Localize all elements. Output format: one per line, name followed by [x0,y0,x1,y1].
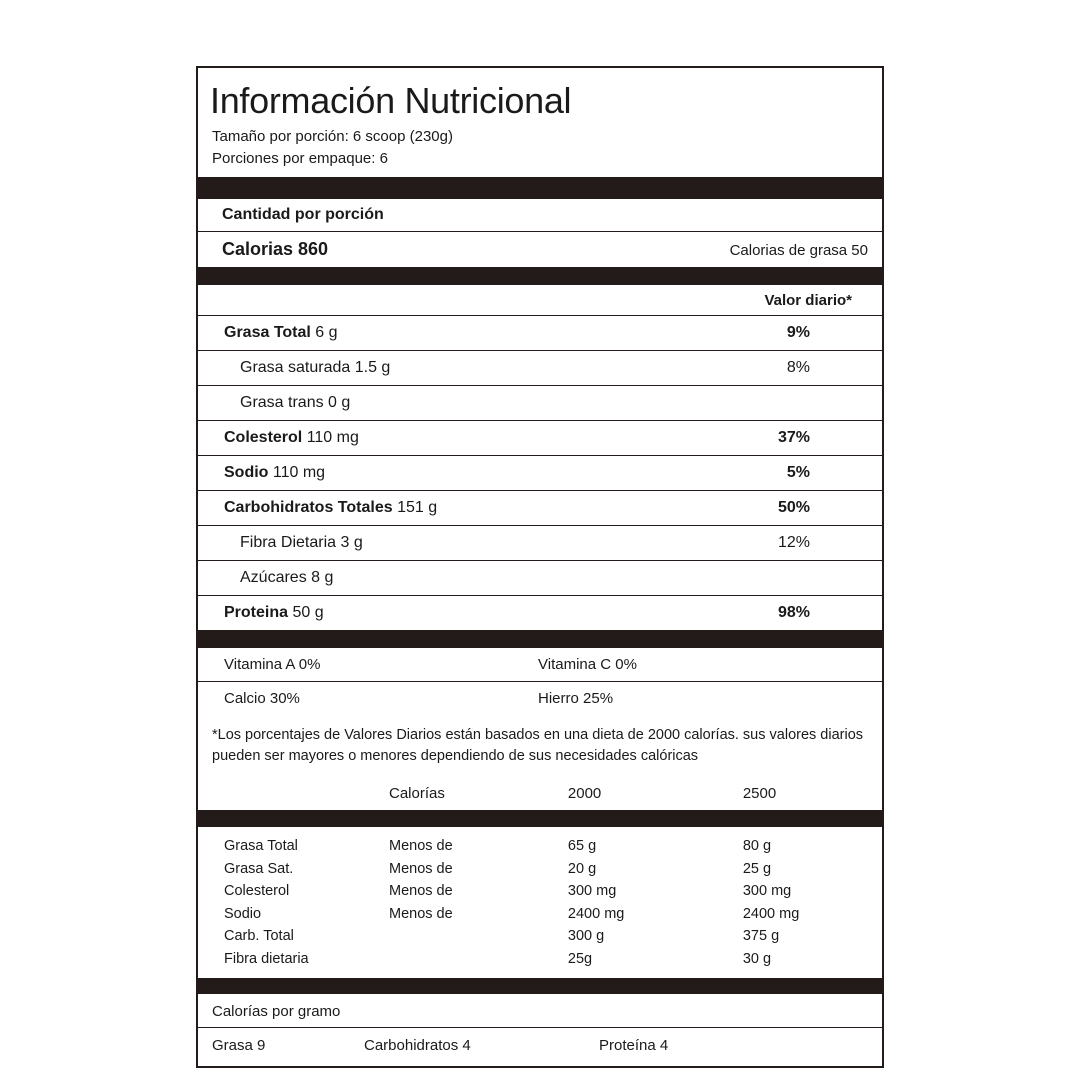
dv-row-2000: 300 mg [567,883,617,900]
dv-table-body [198,827,882,978]
calories-per-gram-row [198,1028,882,1066]
dv-row-qualifier: Menos de [389,883,453,900]
dv-table-row [198,835,882,857]
dv-row-qualifier [389,948,568,970]
daily-value-header [198,285,882,316]
nutrient-row [198,491,882,526]
nutrient-row [198,596,882,630]
dv-table-row [198,858,882,880]
cpg-protein: Proteína 4 [599,1037,669,1055]
nutrient-daily-value: 12% [777,534,810,552]
dv-row-name: Colesterol [224,883,290,900]
nutrient-name: Grasa trans 0 g [240,394,351,412]
nutrient-name: Proteina 50 g [224,604,324,622]
dv-row-2000: 25g [567,950,593,967]
nutrient-daily-value: 9% [786,324,810,342]
dv-row-qualifier [389,925,568,947]
nutrient-name: Carbohidratos Totales 151 g [224,499,438,517]
dv-table-row [198,880,882,902]
daily-value-header-text: Valor diario* [764,292,852,310]
dv-row-2000: 300 g [567,928,605,945]
dv-row-qualifier: Menos de [389,838,453,855]
dv-row-qualifier: Menos de [389,905,453,922]
nutrient-name: Sodio 110 mg [224,464,326,482]
nutrient-daily-value: 98% [777,604,810,622]
dv-row-name: Grasa Total [224,838,298,855]
dv-header-2000: 2000 [567,785,602,803]
dv-header-2500: 2500 [742,785,777,803]
divider-thick-2 [198,267,882,285]
calories-label: Calorias 860 [222,239,329,260]
nutrient-row [198,316,882,351]
vitamin-left: Vitamina A 0% [224,656,321,674]
dv-row-2500: 25 g [742,860,772,877]
label-header [198,82,882,169]
divider-thick-1 [198,177,882,199]
nutrient-daily-value: 50% [777,499,810,517]
nutrient-daily-value: 37% [777,429,810,447]
dv-row-2000: 20 g [567,860,597,877]
nutrient-daily-value: 8% [786,359,810,377]
calories-per-gram-label: Calorías por gramo [198,994,882,1028]
calories-row [198,232,882,267]
dv-table-row [198,903,882,925]
footnote-text: *Los porcentajes de Valores Diarios están basados en una dieta de 2000 calorías. sus valores diarios pueden ser mayores o menores dependiendo de sus necesidades calóricas [212,727,864,765]
nutrient-name: Fibra Dietaria 3 g [240,534,363,552]
serving-size-text: Tamaño por porción: 6 scoop (230g) [212,127,453,145]
nutrient-name: Grasa saturada 1.5 g [240,359,391,377]
dv-header-blank [198,785,389,802]
dv-row-2000: 65 g [567,838,597,855]
dv-row-qualifier: Menos de [389,860,453,877]
divider-thick-3 [198,630,882,648]
dv-row-2500: 2400 mg [742,905,800,922]
nutrient-row [198,561,882,596]
vitamin-right: Vitamina C 0% [538,656,637,674]
servings-per-container-text: Porciones por empaque: 6 [212,149,388,167]
dv-row-2500: 30 g [742,950,772,967]
dv-table-header [198,777,882,811]
dv-row-name: Sodio [224,905,262,922]
nutrient-row [198,386,882,421]
cpg-carbs: Carbohidratos 4 [364,1037,471,1055]
nutrition-facts-label [196,66,884,1068]
cpg-fat: Grasa 9 [212,1037,266,1055]
dv-row-2000: 2400 mg [567,905,625,922]
nutrient-list [198,316,882,630]
vitamin-left: Calcio 30% [224,690,300,708]
nutrient-row [198,526,882,561]
vitamin-row [198,648,882,682]
amount-per-serving-label: Cantidad por porción [198,199,882,232]
nutrient-name: Azúcares 8 g [240,569,334,587]
dv-row-name: Grasa Sat. [224,860,294,877]
dv-row-2500: 375 g [742,928,780,945]
nutrient-name: Grasa Total 6 g [224,324,338,342]
page-title: Información Nutricional [210,80,572,121]
dv-row-name: Fibra dietaria [224,950,309,967]
vitamin-row [198,682,882,715]
dv-header-calories: Calorías [389,785,445,803]
vitamin-right: Hierro 25% [538,690,614,708]
dv-table-row [198,948,882,970]
nutrient-name: Colesterol 110 mg [224,429,359,447]
nutrient-daily-value: 5% [786,464,810,482]
dv-table-row [198,925,882,947]
dv-row-2500: 300 mg [742,883,792,900]
divider-thick-4 [198,811,882,827]
vitamin-list [198,648,882,715]
dv-row-2500: 80 g [742,838,772,855]
dv-row-name: Carb. Total [224,928,294,945]
nutrient-row [198,351,882,386]
nutrient-row [198,421,882,456]
calories-from-fat-label: Calorias de grasa 50 [729,242,868,260]
divider-thick-5 [198,978,882,994]
nutrient-row [198,456,882,491]
